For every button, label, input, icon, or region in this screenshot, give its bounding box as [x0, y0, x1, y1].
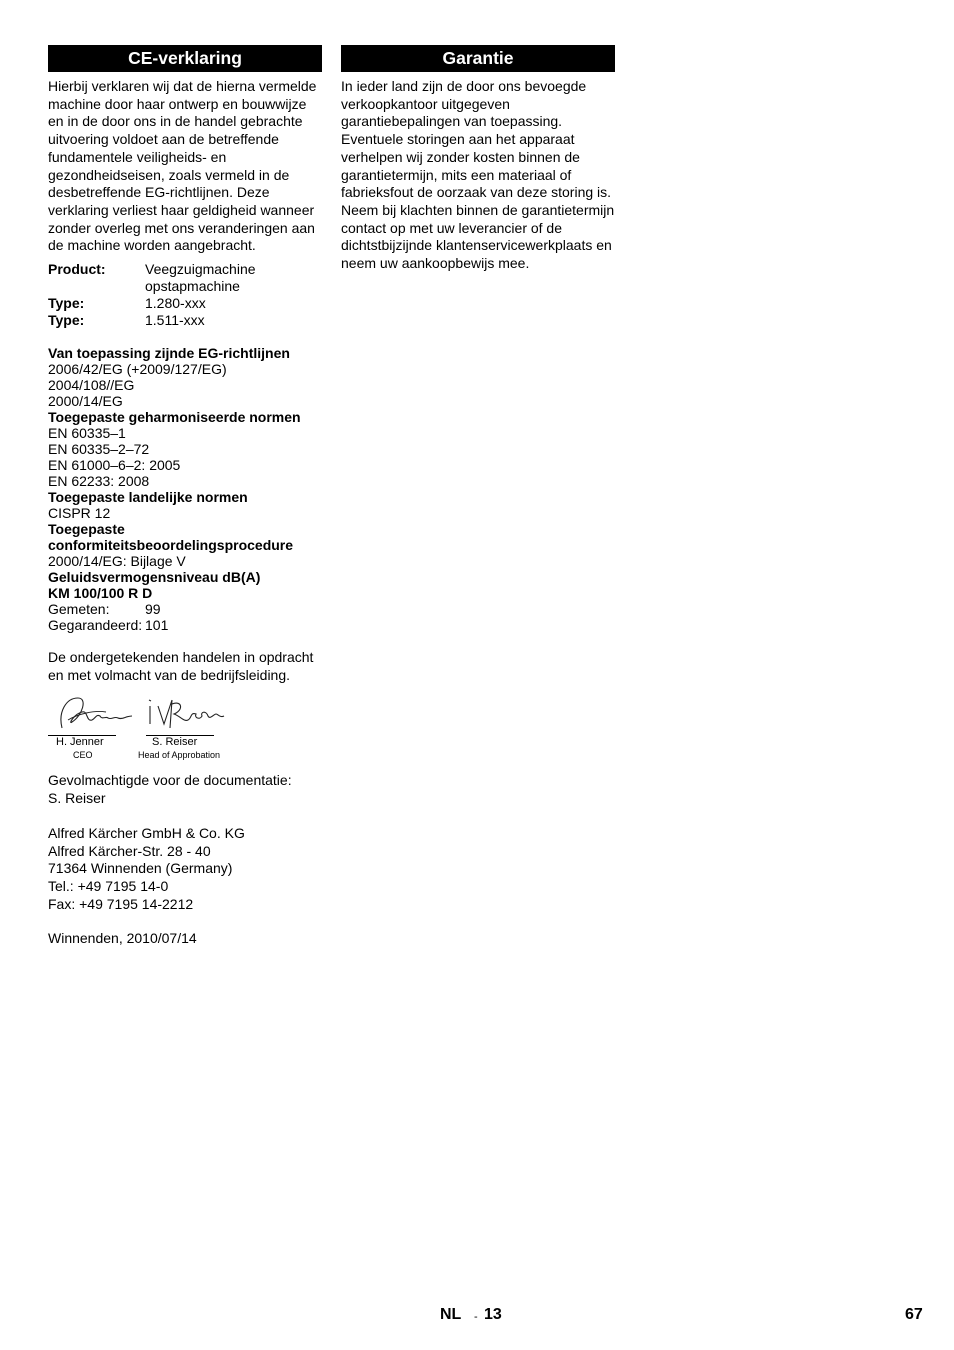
product-row — [48, 312, 322, 329]
footer-language: NL — [440, 1306, 462, 1323]
address-line: Tel.: +49 7195 14-0 — [48, 877, 169, 894]
product-row-value: 1.511-xxx — [145, 312, 205, 329]
sound-row-value: 101 — [145, 617, 169, 634]
standards-list — [48, 345, 322, 601]
signature-block — [48, 692, 322, 762]
signature-jenner-image — [48, 692, 138, 736]
signature-reiser-image — [138, 692, 228, 736]
signature-name: H. Jenner — [56, 736, 104, 749]
harmonised-heading: Toegepaste geharmoniseerde normen — [48, 409, 301, 426]
national-item: CISPR 12 — [48, 505, 111, 522]
ce-declaration-title: CE-verklaring — [48, 45, 322, 72]
directive-item: 2006/42/EG (+2009/127/EG) — [48, 361, 227, 378]
harmonised-item: EN 62233: 2008 — [48, 473, 150, 490]
product-table — [48, 261, 322, 329]
sound-row-key: Gemeten: — [48, 601, 110, 618]
ce-declaration-column — [48, 45, 322, 948]
harmonised-item: EN 61000–6–2: 2005 — [48, 457, 181, 474]
signature-reiser — [138, 692, 248, 761]
product-row-key: Product: — [48, 261, 106, 278]
address-line: Alfred Kärcher GmbH & Co. KG — [48, 824, 245, 841]
address-block — [48, 825, 322, 914]
national-heading: Toegepaste landelijke normen — [48, 489, 248, 506]
signature-role: Head of Approbation — [138, 750, 221, 761]
product-row-value: 1.280-xxx — [145, 295, 206, 312]
signatories-text: De ondergetekenden handelen in opdracht en met volmacht van de bedrijfsleiding. — [48, 649, 314, 683]
conformity-item: 2000/14/EG: Bijlage V — [48, 553, 186, 570]
page-number: 67 — [905, 1306, 923, 1323]
signature-role: CEO — [73, 750, 93, 761]
sound-row — [48, 617, 168, 633]
place-date: Winnenden, 2010/07/14 — [48, 930, 197, 947]
directive-item: 2000/14/EG — [48, 393, 123, 410]
directive-item: 2004/108//EG — [48, 377, 135, 394]
signature-jenner — [48, 692, 138, 761]
harmonised-item: EN 60335–2–72 — [48, 441, 150, 458]
doc-rep-label: Gevolmachtigde voor de documentatie: — [48, 772, 292, 789]
garantie-column — [341, 45, 615, 273]
garantie-title: Garantie — [341, 45, 615, 72]
product-row — [48, 261, 322, 295]
sound-table — [48, 601, 168, 633]
garantie-text: In ieder land zijn de door ons bevoegde verkoopkantoor uitgegeven garantiebepalingen van toepassing. Eventuele storingen aan het apparaat verhelpen wij zonder kosten binnen de garantietermijn, mits een materiaal of fabrieksfout de oorzaak van deze storing is. Neem bij klachten binnen de garantietermijn contact op met uw leverancier of de dichtstbijzijnde klantenservicewerkplaats en neem uw aankoopbewijs mee. — [341, 78, 615, 272]
product-row-key: Type: — [48, 312, 85, 329]
footer-section-page: 13 — [484, 1306, 502, 1323]
address-line: Alfred Kärcher-Str. 28 - 40 — [48, 842, 211, 859]
sound-row — [48, 601, 168, 617]
product-row — [48, 295, 322, 312]
footer-dash: - — [474, 1311, 478, 1323]
product-row-value: Veegzuigmachine opstapmachine — [145, 261, 256, 295]
signature-name: S. Reiser — [152, 736, 198, 749]
address-line: 71364 Winnenden (Germany) — [48, 860, 233, 877]
model-heading: KM 100/100 R D — [48, 585, 153, 602]
ce-intro-text: Hierbij verklaren wij dat de hierna vermelde machine door haar ontwerp en bouwwijze en in de door ons in de handel gebrachte uitvoering voldoet aan de betreffende fundamentele veiligheids- en gezondheidseisen, zoals vermeld in de desbetreffende EG-richtlijnen. Deze verklaring verliest haar geldigheid wanneer zonder overleg met ons veranderingen aan de machine worden aangebracht. — [48, 78, 317, 254]
sound-row-value: 99 — [145, 601, 161, 618]
doc-rep-name: S. Reiser — [48, 790, 106, 807]
address-line: Fax: +49 7195 14-2212 — [48, 895, 194, 912]
directives-heading: Van toepassing zijnde EG-richtlijnen — [48, 345, 290, 362]
product-row-key: Type: — [48, 295, 85, 312]
harmonised-item: EN 60335–1 — [48, 425, 126, 442]
sound-heading: Geluidsvermogensniveau dB(A) — [48, 569, 261, 586]
sound-row-key: Gegarandeerd: — [48, 617, 143, 634]
conformity-heading: Toegepaste conformiteitsbeoordelingsprocedure — [48, 521, 294, 554]
